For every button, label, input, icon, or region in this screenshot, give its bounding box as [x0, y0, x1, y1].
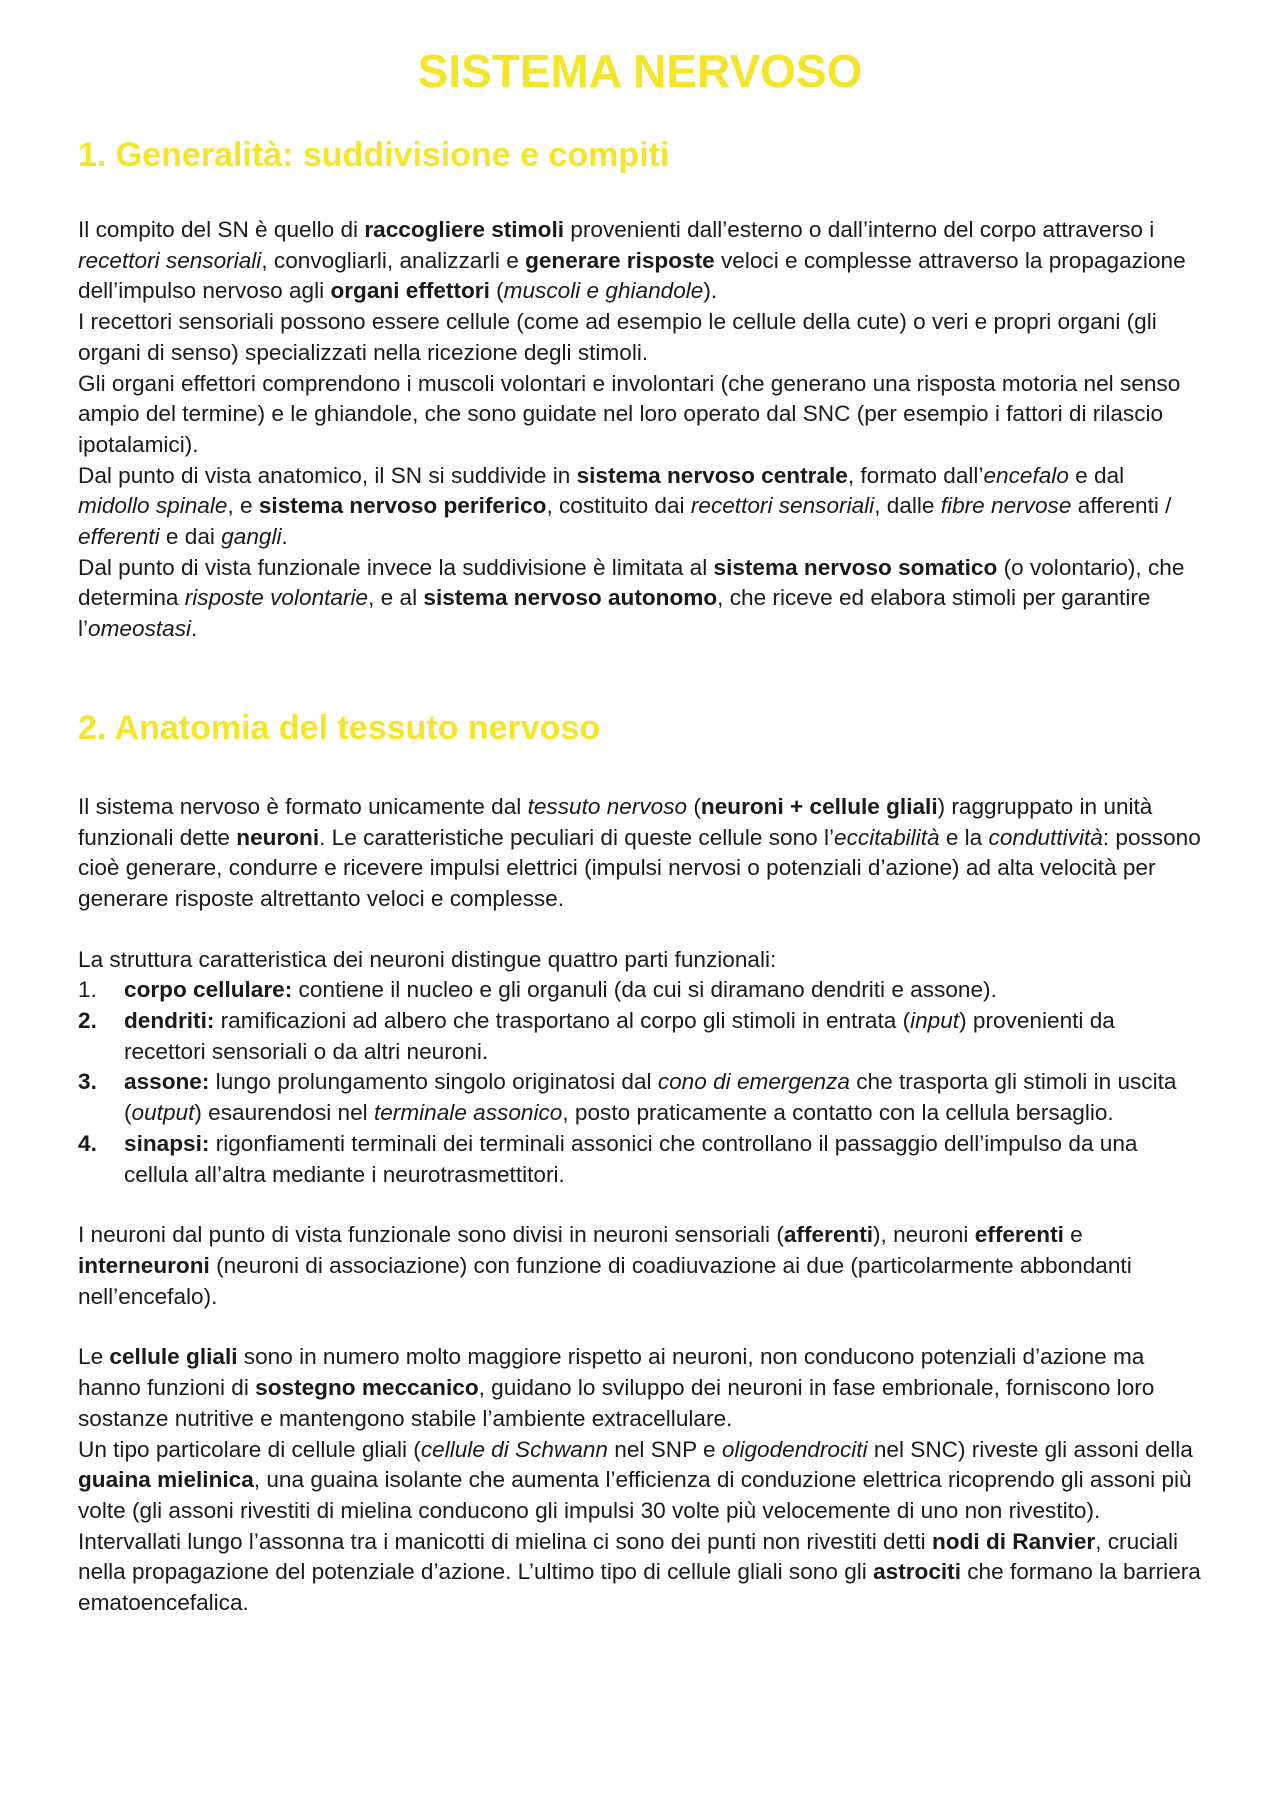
bold-text: assone:: [124, 1069, 210, 1095]
bold-text: nodi di Ranvier: [931, 1528, 1096, 1554]
bold-text: dendriti:: [124, 1008, 215, 1034]
section-1-heading: 1. Generalità: suddivisione e compiti: [78, 136, 670, 174]
neuron-part-item: [78, 1129, 1202, 1190]
text-run: ), neuroni: [873, 1222, 975, 1248]
italic-text: omeostasi: [88, 616, 192, 642]
bold-text: organi effettori: [330, 278, 490, 304]
text-run: , e al: [368, 585, 424, 611]
text-run: lungo prolungamento singolo originatosi dal: [209, 1069, 658, 1095]
italic-text: oligodendrociti: [721, 1436, 868, 1462]
bold-text: generare risposte: [525, 247, 715, 273]
text-run: , che riceve ed elabora stimoli per garantire l’: [78, 585, 1151, 642]
text-run: nel SNP e: [607, 1436, 722, 1462]
italic-text: encefalo: [983, 462, 1069, 488]
text-run: e dal: [1068, 462, 1125, 488]
italic-text: output: [131, 1100, 195, 1126]
text-run: ramificazioni ad albero che trasportano al corpo gli stimoli in entrata (: [214, 1008, 911, 1034]
text-run: , formato dall’: [847, 462, 984, 488]
section-2-paragraph-1: [78, 792, 1202, 915]
text-run: e la: [939, 824, 989, 850]
text-run: Dal punto di vista funzionale invece la suddivisione è limitata al: [78, 554, 714, 580]
italic-text: efferenti: [78, 524, 160, 550]
text-run: , convogliarli, analizzarli e: [261, 247, 526, 273]
italic-text: conduttività: [988, 824, 1103, 850]
bold-text: sistema nervoso centrale: [576, 462, 848, 488]
list-number: 3.: [78, 1069, 97, 1095]
text-run: ) provenienti da recettori sensoriali o da altri neuroni.: [124, 1008, 1115, 1064]
bold-text: afferenti: [783, 1222, 873, 1248]
section-1-paragraph-4: [78, 461, 1202, 553]
text-run: afferenti /: [1071, 493, 1172, 519]
text-run: (neuroni di associazione) con funzione di coadiuvazione ai due (particolarmente abbondanti nell’encefalo).: [78, 1252, 1132, 1309]
bold-text: sistema nervoso autonomo: [423, 585, 718, 611]
text-run: , guidano lo sviluppo dei neuroni in fase embrionale, forniscono loro sostanze nutritive e mantengono stabile l’ambiente extracellulare.: [78, 1375, 1155, 1431]
italic-text: gangli: [221, 524, 282, 550]
bold-text: raccogliere stimoli: [364, 217, 565, 242]
italic-text: cono di emergenza: [657, 1069, 850, 1095]
text-run: Un tipo particolare di cellule gliali (: [78, 1436, 421, 1462]
list-number: 2.: [78, 1008, 97, 1034]
bold-text: interneuroni: [78, 1252, 210, 1278]
text-run: nel SNC) riveste gli assoni della: [867, 1436, 1193, 1462]
bold-text: neuroni: [236, 824, 320, 850]
italic-text: terminale assonico: [373, 1100, 563, 1126]
bold-text: cellule gliali: [109, 1344, 238, 1370]
text-run: (: [489, 278, 504, 304]
text-run: , costituito dai: [546, 493, 691, 519]
text-run: e: [1063, 1222, 1083, 1248]
italic-text: fibre nervose: [940, 493, 1072, 519]
section-2-heading: 2. Anatomia del tessuto nervoso: [78, 708, 601, 747]
bold-text: corpo cellulare:: [124, 977, 293, 1003]
neuron-part-item: [78, 1067, 1202, 1128]
italic-text: input: [910, 1008, 960, 1034]
text-run: Dal punto di vista anatomico, il SN si suddivide in: [78, 462, 577, 488]
italic-text: tessuto nervoso: [527, 793, 688, 819]
text-run: La struttura caratteristica dei neuroni distingue quattro parti funzionali:: [78, 946, 777, 972]
text-run: provenienti dall’esterno o dall’interno del corpo attraverso i: [564, 217, 1155, 242]
italic-text: recettori sensoriali: [78, 247, 262, 273]
italic-text: muscoli e ghiandole: [503, 278, 704, 304]
section-1-paragraph-2: [78, 307, 1202, 368]
text-run: I neuroni dal punto di vista funzionale sono divisi in neuroni sensoriali (: [78, 1222, 784, 1248]
text-run: .: [281, 524, 288, 550]
section-1-paragraph-3: [78, 369, 1202, 461]
bold-text: efferenti: [974, 1222, 1064, 1248]
section-1-body: [78, 215, 1202, 645]
section-1-paragraph-1: [78, 215, 1202, 307]
italic-text: midollo spinale: [78, 493, 228, 519]
neuron-part-item: [78, 975, 1202, 1006]
text-run: : possono cioè generare, condurre e ricevere impulsi elettrici (impulsi nervosi o potenziali d’azione) ad alta velocità per generare risposte altrettanto veloci e complesse.: [78, 824, 1201, 911]
bold-text: sostegno meccanico: [255, 1375, 479, 1401]
text-run: .: [191, 616, 198, 642]
text-run: , una guaina isolante che aumenta l’efficienza di conduzione elettrica ricoprendo gli assoni più volte (gli assoni rivestiti di mielina conducono gli impulsi 30 volte più velocemente di uno non rivestito). Intervallati lungo l’assonna tra i manicotti di mielina ci sono dei punti non rivestiti detti: [78, 1467, 1192, 1554]
italic-text: risposte volontarie: [184, 585, 369, 611]
text-run: ).: [703, 278, 718, 304]
text-run: veloci e complesse attraverso la propagazione dell’impulso nervoso agli: [78, 247, 1186, 304]
bold-text: astrociti: [873, 1559, 961, 1585]
list-number: 4.: [78, 1130, 97, 1156]
text-run: Le: [78, 1344, 110, 1370]
text-run: , cruciali nella propagazione del potenziale d’azione. L’ultimo tipo di cellule gliali sono gli: [78, 1528, 1179, 1585]
bold-text: guaina mielinica: [78, 1467, 254, 1493]
section-1-paragraph-5: [78, 553, 1202, 645]
text-run: ) raggruppato in unità funzionali dette: [78, 793, 1153, 850]
section-2-paragraph-3: [78, 1342, 1202, 1434]
text-run: rigonfiamenti terminali dei terminali assonici che controllano il passaggio dell’impulso da una cellula all’altra mediante i neurotrasmettitori.: [124, 1130, 1138, 1187]
section-2-body: [78, 792, 1202, 1619]
text-run: Gli organi effettori comprendono i muscoli volontari e involontari (che generano una risposta motoria nel senso ampio del termine) e le ghiandole, che sono guidate nel loro operato dal SNC (per esempio i fattori di rilascio ipotalamici).: [78, 370, 1181, 457]
page-title: SISTEMA NERVOSO: [417, 45, 863, 97]
text-run: sono in numero molto maggiore rispetto ai neuroni, non conducono potenziali d’azione ma hanno funzioni di: [78, 1344, 1145, 1401]
text-run: e dai: [159, 524, 222, 550]
text-run: . Le caratteristiche peculiari di queste cellule sono l’: [319, 824, 835, 850]
bold-text: neuroni + cellule gliali: [700, 793, 938, 819]
section-2-paragraph-2: [78, 1220, 1202, 1312]
text-run: Il compito del SN è quello di: [78, 217, 365, 242]
neuron-parts-list: [78, 975, 1202, 1190]
text-run: , e: [227, 493, 259, 519]
text-run: I recettori sensoriali possono essere cellule (come ad esempio le cellule della cute) o veri e propri organi (gli organi di senso) specializzati nella ricezione degli stimoli.: [78, 309, 1157, 365]
text-run: ) esaurendosi nel: [194, 1100, 374, 1126]
text-run: Il sistema nervoso è formato unicamente dal: [78, 793, 528, 819]
neuron-parts-intro: [78, 945, 1202, 976]
section-2-paragraph-4: [78, 1435, 1202, 1619]
text-run: che trasporta gli stimoli in uscita (: [124, 1069, 1177, 1126]
text-run: contiene il nucleo e gli organuli (da cui si diramano dendriti e assone).: [292, 977, 997, 1003]
italic-text: eccitabilità: [834, 824, 940, 850]
neuron-part-item: [78, 1006, 1202, 1067]
bold-text: sistema nervoso somatico: [713, 554, 998, 580]
text-run: (o volontario), che determina: [78, 554, 1185, 611]
text-run: (: [687, 793, 701, 819]
italic-text: cellule di Schwann: [420, 1436, 608, 1462]
bold-text: sistema nervoso periferico: [258, 493, 547, 519]
list-number: 1.: [78, 977, 97, 1003]
italic-text: recettori sensoriali: [690, 493, 875, 519]
text-run: che formano la barriera ematoencefalica.: [78, 1559, 1201, 1616]
bold-text: sinapsi:: [124, 1130, 210, 1156]
text-run: , dalle: [874, 493, 941, 519]
text-run: , posto praticamente a contatto con la cellula bersaglio.: [562, 1100, 1114, 1126]
